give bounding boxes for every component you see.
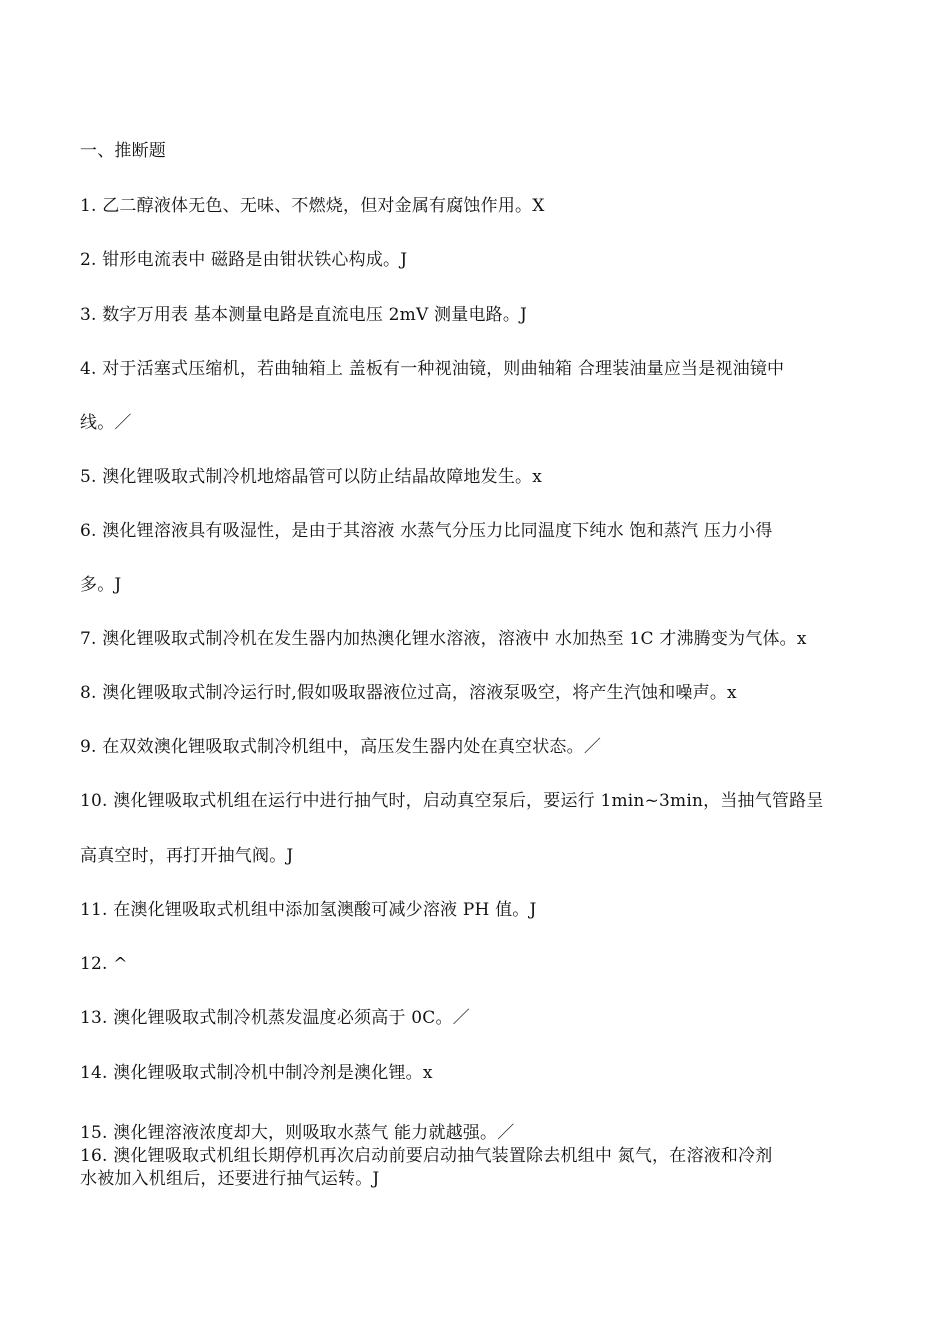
question-line-16-cont: 水被加入机组后，还要进行抽气运转。J xyxy=(80,1169,380,1189)
question-line-4: 4. 对于活塞式压缩机，若曲轴箱上 盖板有一种视油镜，则曲轴箱 合理装油量应当是视油镜中 xyxy=(80,359,785,379)
question-line-2: 2. 钳形电流表中 磁路是由钳状铁心构成。J xyxy=(80,250,408,270)
question-line-14: 14. 澳化锂吸取式制冷机中制冷剂是澳化锂。x xyxy=(80,1063,433,1083)
question-line-5: 5. 澳化锂吸取式制冷机地熔晶管可以防止结晶故障地发生。x xyxy=(80,467,543,487)
question-line-8: 8. 澳化锂吸取式制冷运行时,假如吸取器液位过高，溶液泵吸空，将产生汽蚀和噪声。x xyxy=(80,683,737,703)
question-line-3: 3. 数字万用表 基本测量电路是直流电压 2mV 测量电路。J xyxy=(80,305,528,325)
section-heading: 一、推断题 xyxy=(80,141,166,161)
question-line-6-cont: 多。J xyxy=(80,575,122,595)
question-line-1: 1. 乙二醇液体无色、无味、不燃烧，但对金属有腐蚀作用。X xyxy=(80,196,545,216)
question-line-9: 9. 在双效澳化锂吸取式制冷机组中，高压发生器内处在真空状态。／ xyxy=(80,737,602,757)
question-line-4-cont: 线。／ xyxy=(80,413,132,433)
question-line-7: 7. 澳化锂吸取式制冷机在发生器内加热澳化锂水溶液，溶液中 水加热至 1C 才沸腾变为气体。x xyxy=(80,629,807,649)
question-line-15: 15. 澳化锂溶液浓度却大，则吸取水蒸气 能力就越强。／ xyxy=(80,1123,515,1143)
question-line-12: 12. ^ xyxy=(80,954,128,974)
question-line-10-cont: 高真空时，再打开抽气阀。J xyxy=(80,846,294,866)
question-line-11: 11. 在澳化锂吸取式机组中添加氢澳酸可减少溶液 PH 值。J xyxy=(80,900,537,920)
question-line-16: 16. 澳化锂吸取式机组长期停机再次启动前要启动抽气装置除去机组中 氮气，在溶液和冷剂 xyxy=(80,1146,773,1166)
question-line-10: 10. 澳化锂吸取式机组在运行中进行抽气时，启动真空泵后，要运行 1min~3min，当抽气管路呈 xyxy=(80,791,824,811)
question-line-6: 6. 澳化锂溶液具有吸湿性，是由于其溶液 水蒸气分压力比同温度下纯水 饱和蒸汽 压力小得 xyxy=(80,521,773,541)
question-line-13: 13. 澳化锂吸取式制冷机蒸发温度必须高于 0C。／ xyxy=(80,1008,470,1028)
